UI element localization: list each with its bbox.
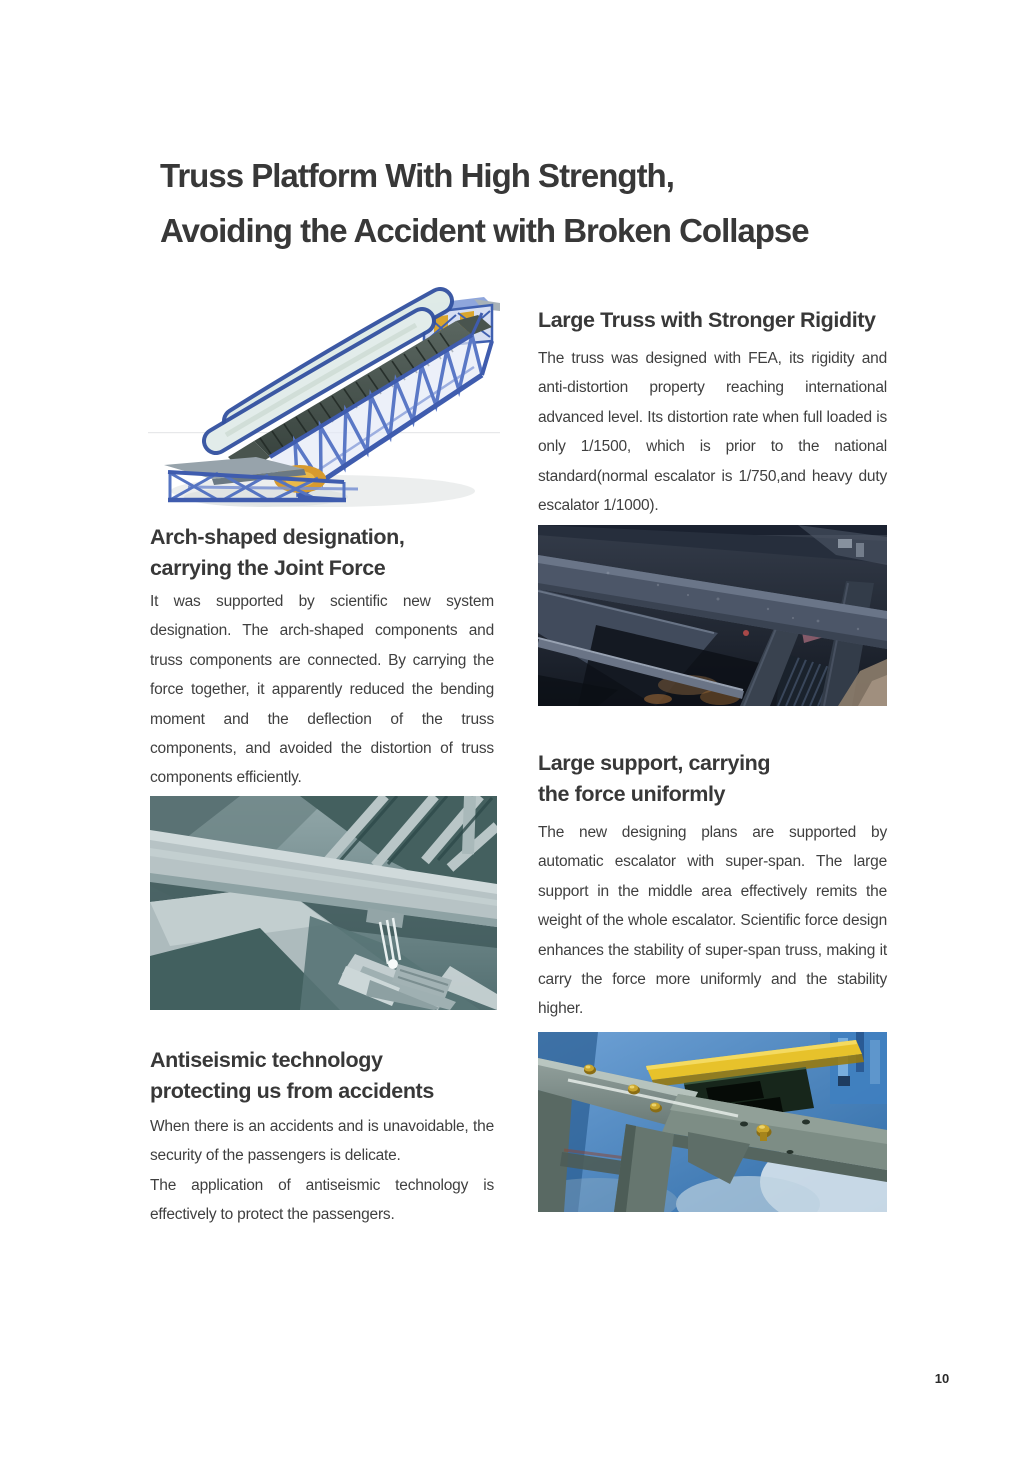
heading-large-truss [538,305,898,336]
large-support-bracket-closeup [538,1032,887,1212]
body-arch-shaped [150,587,494,793]
heading-large-support [538,748,898,810]
heading-arch-shaped-line2: carrying the Joint Force [150,556,386,580]
heading-large-support-line1: Large support, carrying [538,751,771,775]
heading-antiseismic-line1: Antiseismic technology [150,1048,383,1072]
escalator-render-image [148,283,500,515]
page-title-line2: Avoiding the Accident with Broken Collapse [160,212,809,249]
body-antiseismic [150,1112,494,1230]
truss-joint-closeup [150,796,497,1010]
heading-antiseismic-line2: protecting us from accidents [150,1079,434,1103]
steel-truss-beams-closeup [538,525,887,706]
heading-arch-shaped [150,522,510,584]
page-title [160,148,940,258]
truss-beams-photo [538,525,887,706]
body-large-support [538,818,887,1024]
body-antiseismic-paragraph1: When there is an accidents and is unavoidable, the security of the passengers is delicate. [150,1118,494,1165]
heading-large-support-line2: the force uniformly [538,782,726,806]
body-arch-shaped-paragraph: It was supported by scientific new system designation. The arch-shaped components and truss components are connected. By carrying the force together, it apparently reduced the bending moment and the deflection of the truss components, and avoided the distortion of truss components efficiently. [150,593,494,787]
heading-antiseismic [150,1045,510,1107]
page-title-line1: Truss Platform With High Strength, [160,157,674,194]
escalator-3d-render [148,283,500,515]
body-large-support-paragraph: The new designing plans are supported by automatic escalator with super-span. The large support in the middle area effectively remits the weight of the whole escalator. Scientific force design enhances the stability of super-span truss, making it carry the force more uniformly and the stability higher. [538,824,887,1018]
support-bracket-photo [538,1032,887,1212]
truss-joint-photo [150,796,497,1010]
body-large-truss [538,344,887,520]
heading-arch-shaped-line1: Arch-shaped designation, [150,525,405,549]
body-antiseismic-paragraph2: The application of antiseismic technology is effectively to protect the passengers. [150,1176,494,1224]
page-number: 10 [934,1371,950,1386]
heading-large-truss-text: Large Truss with Stronger Rigidity [538,308,876,332]
body-large-truss-paragraph: The truss was designed with FEA, its rigidity and anti-distortion property reaching international advanced level. Its distortion rate when full loaded is only 1/1500, which is prior to the national standard(normal escalator is 1/750,and heavy duty escalator 1/1000). [538,350,887,515]
